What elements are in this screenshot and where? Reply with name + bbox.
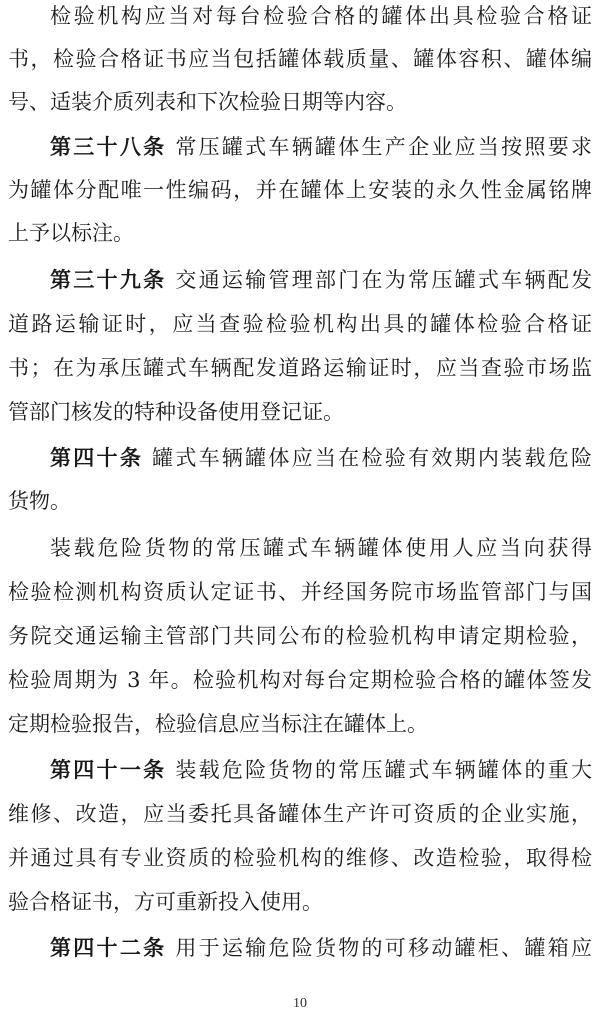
paragraph-line: 维修、改造，应当委托具备罐体生产许可资质的企业实施， [8, 802, 592, 826]
paragraph-line: 检验周期为 3 年。检验机构对每台定期检验合格的罐体签发 [8, 668, 592, 692]
paragraph-line: 务院交通运输主管部门共同公布的检验机构申请定期检验， [8, 624, 592, 648]
article-heading: 第四十二条 [50, 936, 167, 960]
paragraph-line: 检验机构应当对每台检验合格的罐体出具检验合格证 [50, 4, 592, 28]
article-line: 第四十一条 装载危险货物的常压罐式车辆罐体的重大 [50, 758, 592, 782]
paragraph-line: 检验检测机构资质认定证书、并经国务院市场监管部门与国 [8, 580, 592, 604]
paragraph-line: 定期检验报告，检验信息应当标注在罐体上。 [8, 712, 428, 736]
page-number: 10 [293, 996, 307, 1011]
article-line: 第三十八条 常压罐式车辆罐体生产企业应当按照要求 [50, 135, 592, 159]
article-heading: 第三十九条 [50, 268, 167, 292]
paragraph-line: 号、适装介质列表和下次检验日期等内容。 [8, 90, 407, 114]
paragraph-line: 货物。 [8, 489, 71, 513]
paragraph-line: 为罐体分配唯一性编码，并在罐体上安装的永久性金属铭牌 [8, 178, 592, 202]
paragraph-line: 书，检验合格证书应当包括罐体载质量、罐体容积、罐体编 [8, 47, 592, 71]
article-line: 第四十二条 用于运输危险货物的可移动罐柜、罐箱应 [50, 936, 592, 960]
article-heading: 第三十八条 [50, 135, 167, 159]
article-heading: 第四十一条 [50, 758, 167, 782]
article-heading: 第四十条 [50, 446, 144, 470]
paragraph-line: 并通过具有专业资质的检验机构的维修、改造检验，取得检 [8, 846, 592, 870]
paragraph-line: 道路运输证时，应当查验检验机构出具的罐体检验合格证 [8, 312, 592, 336]
article-line: 第三十九条 交通运输管理部门在为常压罐式车辆配发 [50, 268, 592, 292]
paragraph-line: 装载危险货物的常压罐式车辆罐体使用人应当向获得 [50, 536, 592, 560]
article-line: 第四十条 罐式车辆罐体应当在检验有效期内装载危险 [50, 446, 593, 470]
paragraph-line: 书；在为承压罐式车辆配发道路运输证时，应当查验市场监 [8, 356, 592, 380]
paragraph-line: 上予以标注。 [8, 221, 134, 245]
paragraph-line: 管部门核发的特种设备使用登记证。 [8, 400, 344, 424]
paragraph-line: 验合格证书，方可重新投入使用。 [8, 890, 323, 914]
